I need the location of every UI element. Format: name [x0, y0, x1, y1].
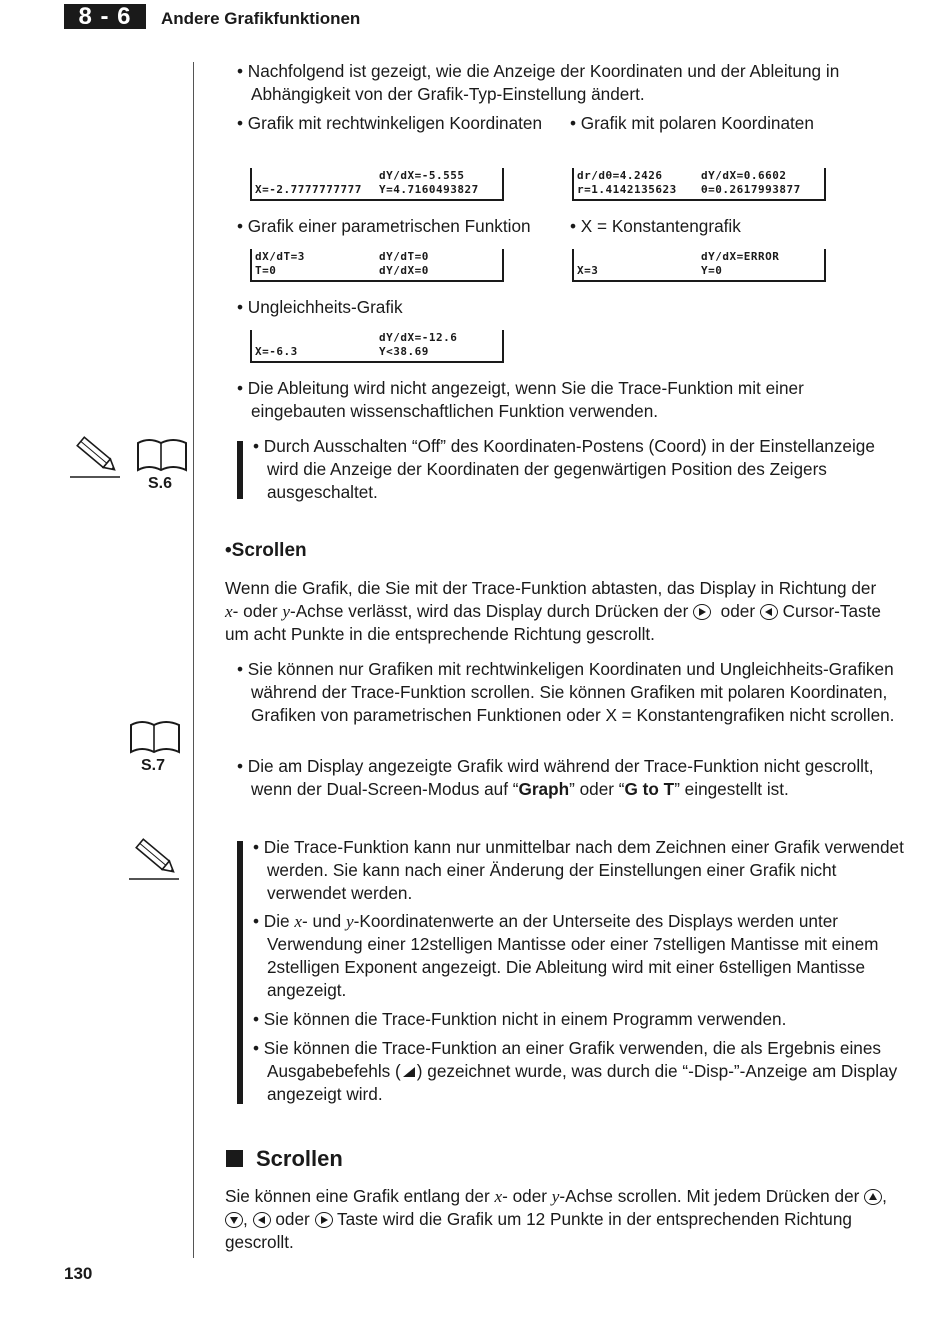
- screen-polar-theta: θ=0.2617993877: [701, 183, 801, 196]
- label-param-text: Grafik einer parametrischen Funktion: [247, 216, 531, 236]
- screen-polar-r: r=1.4142135623: [577, 183, 677, 196]
- label-inequality-text: Ungleichheits-Grafik: [247, 297, 403, 317]
- section-title: Andere Grafikfunktionen: [161, 9, 361, 28]
- left-key-icon: [253, 1212, 271, 1228]
- scroll-bullet-1-text: Sie können nur Grafiken mit rechtwinkeligen Koordinaten und Ungleichheits-Grafiken während der Trace-Funktion scrollen. Sie können Grafiken mit polaren Koordinaten, Grafiken von parametrischen Funktionen oder X = Konstantengrafiken nicht scrollen.: [247, 659, 895, 725]
- label-polar-text: Grafik mit polaren Koordinaten: [580, 113, 814, 133]
- screen-rect-y: Y=4.7160493827: [379, 183, 479, 196]
- up-key-icon: [864, 1189, 882, 1205]
- note-coord-off-text: Durch Ausschalten “Off” des Koordinaten-Postens (Coord) in der Einstellanzeige wird die Anzeige der Koordinaten der gegenwärtigen Position des Zeigers ausgeschaltet.: [263, 436, 875, 502]
- scroll-bullet-1: • Sie können nur Grafiken mit rechtwinkeligen Koordinaten und Ungleichheits-Grafiken während der Trace-Funktion scrollen. Sie können Grafiken mit polaren Koordinaten, Grafiken von parametrischen Funktionen oder X = Konstantengrafiken nicht scrollen.: [237, 659, 895, 725]
- right-key-icon: [693, 604, 711, 620]
- screen-rect-x: X=-2.7777777777: [255, 183, 362, 196]
- section-number: 8 - 6: [64, 4, 146, 29]
- screen-ineq-y: Y<38.69: [379, 345, 429, 358]
- ref-s6: S.6: [148, 475, 173, 492]
- right-key-icon: [315, 1212, 333, 1228]
- note-trace-2: • Die x- und y-Koordinatenwerte an der Unterseite des Displays werden unter Verwendung einer 12stelligen Mantisse oder einer 7stelligen Mantisse mit einem 2stelligen Exponent angezeigt. Die Ableitung wird mit einer 6stelligen Mantisse angezeigt.: [253, 911, 879, 1000]
- label-rect: • Grafik mit rechtwinkeligen Koordinaten: [237, 113, 543, 133]
- note-coord-off: • Durch Ausschalten “Off” des Koordinaten-Postens (Coord) in der Einstellanzeige wird die Anzeige der Koordinaten der gegenwärtigen Position des Zeigers ausgeschaltet.: [253, 436, 875, 502]
- screen-polar-drdtheta: dr/dθ=4.2426: [577, 169, 663, 182]
- note-trace-3: • Sie können die Trace-Funktion nicht in einem Programm verwenden.: [253, 1009, 787, 1029]
- screen-rect-deriv: dY/dX=-5.555: [379, 169, 465, 182]
- note-bar-2: [237, 841, 243, 1104]
- screen-rect: [250, 168, 504, 201]
- label-param: • Grafik einer parametrischen Funktion: [237, 216, 531, 236]
- derivative-note-text: Die Ableitung wird nicht angezeigt, wenn Sie die Trace-Funktion mit einer eingebauten wissenschaftlichen Funktion verwenden.: [247, 378, 804, 421]
- down-key-icon: [225, 1212, 243, 1228]
- screen-param: [250, 249, 504, 282]
- note-bar-1: [237, 441, 243, 499]
- note-trace-1: • Die Trace-Funktion kann nur unmittelbar nach dem Zeichnen einer Grafik verwendet werden. Sie kann nach einer Änderung der Einstellungen einer Grafik nicht verwendet werden.: [253, 837, 904, 903]
- label-rect-text: Grafik mit rechtwinkeligen Koordinaten: [247, 113, 543, 133]
- screen-ineq-x: X=-6.3: [255, 345, 298, 358]
- note-trace-4: • Sie können die Trace-Funktion an einer Grafik verwenden, die als Ergebnis eines Ausgabebefehls ( ) gezeichnet wurde, was durch die “-Disp-”-Anzeige am Display angezeigt wird.: [253, 1038, 898, 1104]
- label-inequality: • Ungleichheits-Grafik: [237, 297, 403, 317]
- label-xconst: • X = Konstantengrafik: [570, 216, 741, 236]
- heading-scrollen-main-text: Scrollen: [256, 1146, 343, 1171]
- page-number: 130: [64, 1264, 93, 1283]
- scroll-bullet-2: • Die am Display angezeigte Grafik wird während der Trace-Funktion nicht gescrollt, wenn der Dual-Screen-Modus auf “Graph” oder “G to T” eingestellt ist.: [237, 756, 874, 799]
- screen-xconst-x: X=3: [577, 264, 599, 277]
- screen-polar: [572, 168, 826, 201]
- screen-inequality: [250, 330, 504, 363]
- screen-param-dxdt: dX/dT=3: [255, 250, 305, 263]
- margin-rule: [193, 62, 194, 1258]
- ref-s7: S.7: [141, 757, 166, 774]
- disp-triangle-icon: [402, 1066, 416, 1078]
- screen-xconst-deriv: dY/dX=ERROR: [701, 250, 780, 263]
- screen-polar-deriv: dY/dX=0.6602: [701, 169, 787, 182]
- screen-xconst: [572, 249, 826, 282]
- square-bullet-icon: [226, 1150, 243, 1167]
- intro-bullet: • Nachfolgend ist gezeigt, wie die Anzeige der Koordinaten und der Ableitung in Abhängigkeit von der Grafik-Typ-Einstellung ändert.: [237, 61, 840, 104]
- derivative-note: • Die Ableitung wird nicht angezeigt, wenn Sie die Trace-Funktion mit einer eingebauten wissenschaftlichen Funktion verwenden.: [237, 378, 804, 421]
- scroll-paragraph: Wenn die Grafik, die Sie mit der Trace-Funktion abtasten, das Display in Richtung der x- oder y-Achse verlässt, wird das Display durch Drücken der oder Cursor-Taste um acht Punkte in die entsprechende Richtung gescrollt.: [225, 578, 881, 644]
- book-icon: [136, 437, 188, 473]
- heading-scrollen-main: [226, 1146, 343, 1172]
- left-key-icon: [760, 604, 778, 620]
- screen-xconst-y: Y=0: [701, 264, 723, 277]
- scroll-main-paragraph: Sie können eine Grafik entlang der x- oder y-Achse scrollen. Mit jedem Drücken der , , oder Taste wird die Grafik um 12 Punkte in der entsprechenden Richtung gescrollt.: [225, 1186, 887, 1252]
- heading-scrollen-sub: •Scrollen: [225, 540, 307, 561]
- screen-param-dydt: dY/dT=0: [379, 250, 429, 263]
- screen-param-t: T=0: [255, 264, 277, 277]
- screen-param-dydx: dY/dX=0: [379, 264, 429, 277]
- screen-ineq-deriv: dY/dX=-12.6: [379, 331, 458, 344]
- label-polar: • Grafik mit polaren Koordinaten: [570, 113, 814, 133]
- book-icon: [129, 719, 181, 755]
- heading-scrollen-sub-text: Scrollen: [231, 540, 307, 561]
- label-xconst-text: X = Konstantengrafik: [580, 216, 741, 236]
- pencil-icon: [129, 836, 181, 882]
- intro-bullet-text: Nachfolgend ist gezeigt, wie die Anzeige der Koordinaten und der Ableitung in Abhängigkeit von der Grafik-Typ-Einstellung ändert.: [247, 61, 840, 104]
- pencil-icon: [70, 434, 122, 480]
